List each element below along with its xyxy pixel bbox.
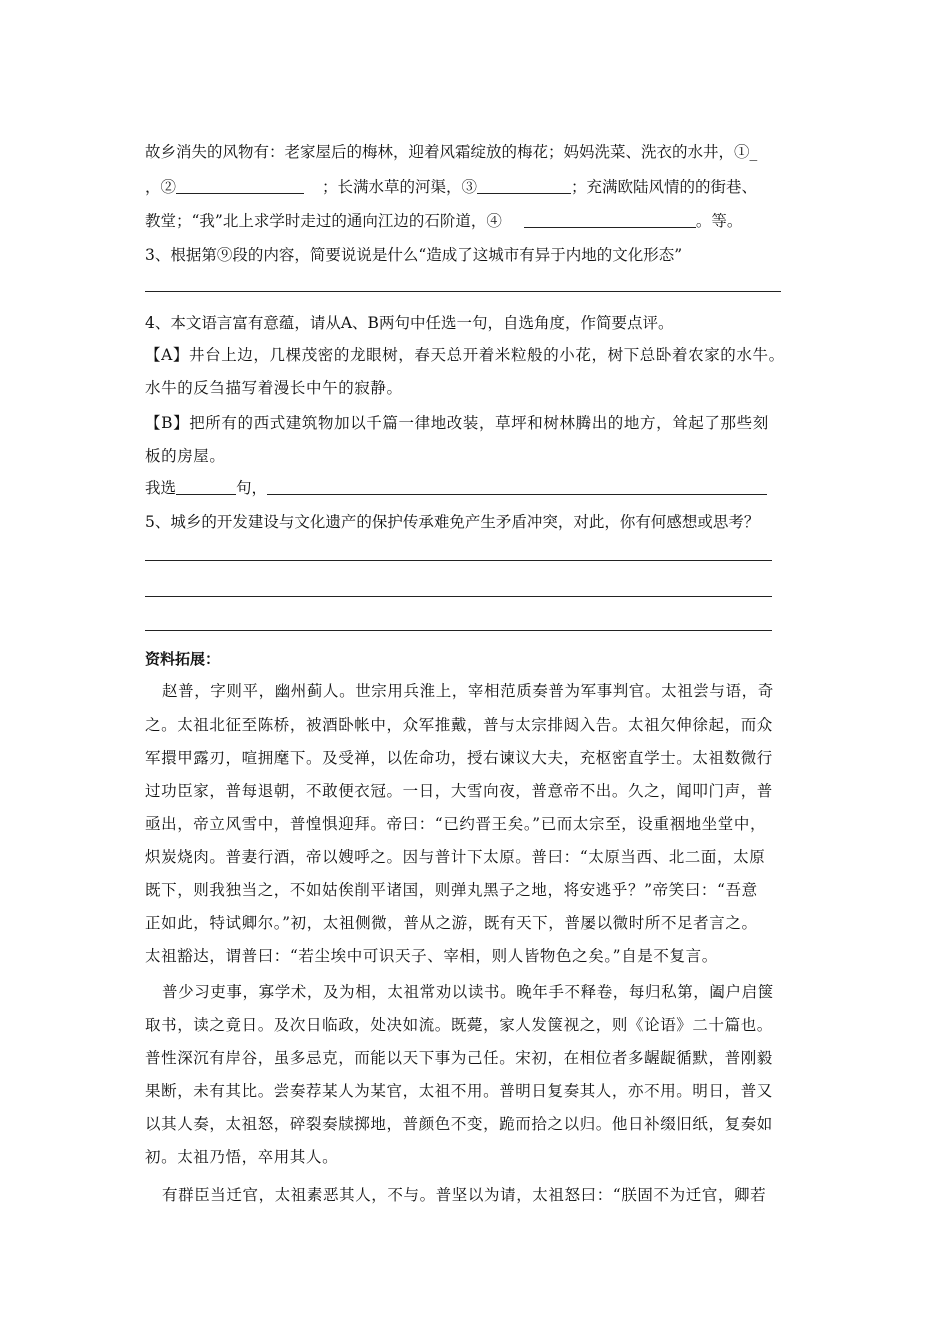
question-3: 3、根据第⑨段的内容，简要说说是什么“造成了这城市有异于内地的文化形态”	[145, 246, 683, 264]
answer-blank-3[interactable]	[477, 177, 571, 194]
comment-blank[interactable]	[267, 478, 767, 495]
answer-blank-4[interactable]	[524, 211, 696, 228]
q2-line-3: 教堂；“我”北上求学时走过的通向江边的石阶道，④ 。等。	[145, 212, 743, 230]
answer-line-q5-1[interactable]	[145, 560, 772, 561]
classical-text-line: 取书，读之竟日。及次日临政，处决如流。既薨，家人发箧视之，则《论语》二十篇也。	[145, 1016, 773, 1034]
sentence-a-line-2: 水牛的反刍描写着漫长中午的寂静。	[145, 379, 403, 397]
answer-line-q5-2[interactable]	[145, 596, 772, 597]
answer-blank-2[interactable]	[176, 177, 304, 194]
classical-text-line: 普少习吏事，寡学术，及为相，太祖常劝以读书。晚年手不释卷，每归私第，阖户启箧	[162, 983, 774, 1001]
extension-heading: 资料拓展：	[145, 650, 221, 668]
classical-text-line: 亟出，帝立风雪中，普惶惧迎拜。帝曰：“已约晋王矣。”已而太宗至，设重裀地坐堂中，	[145, 815, 767, 833]
classical-text-line: 赵普，字则平，幽州蓟人。世宗用兵淮上，宰相范质奏普为军事判官。太祖尝与语，奇	[162, 682, 774, 700]
classical-text-line: 有群臣当迁官，太祖素恶其人，不与。普坚以为请，太祖怒曰：“朕固不为迁官，卿若	[162, 1186, 767, 1204]
classical-text-line: 正如此，特试卿尔。”初，太祖侧微，普从之游，既有天下，普屡以微时所不足者言之。	[145, 914, 758, 932]
q2-line-2: ，② ；长满水草的河渠，③ ；充满欧陆风情的的街巷、	[145, 178, 758, 196]
choice-blank[interactable]	[176, 478, 236, 495]
classical-text-line: 初。太祖乃悟，卒用其人。	[145, 1148, 339, 1166]
classical-text-line: 军擐甲露刃，喧拥麾下。及受禅，以佐命功，授右谏议大夫，充枢密直学士。太祖数微行	[145, 749, 773, 767]
classical-text-line: 既下，则我独当之，不如姑俟削平诸国，则弹丸黑子之地，将安逃乎？”帝笑曰：“吾意	[145, 881, 758, 899]
answer-line-q3[interactable]	[145, 291, 781, 292]
choice-line: 我选 句，	[145, 477, 767, 499]
question-5: 5、城乡的开发建设与文化遗产的保护传承难免产生矛盾冲突，对此，你有何感想或思考？	[145, 513, 760, 531]
sentence-b-line-2: 板的房屋。	[145, 447, 226, 465]
q2-line-1: 故乡消失的风物有：老家屋后的梅林，迎着风霜绽放的梅花；妈妈洗菜、洗衣的水井，①_	[145, 143, 758, 161]
classical-text-line: 果断，未有其比。尝奏荐某人为某官，太祖不用。普明日复奏其人，亦不用。明日，普又	[145, 1082, 773, 1100]
answer-line-q5-3[interactable]	[145, 630, 772, 631]
classical-text-line: 炽炭烧肉。普妻行酒，帝以嫂呼之。因与普计下太原。普曰：“太原当西、北二面，太原	[145, 848, 766, 866]
sentence-b-line-1: 【B】把所有的西式建筑物加以千篇一律地改装，草坪和树林腾出的地方，耸起了那些刻	[145, 414, 769, 432]
sentence-a-line-1: 【A】井台上边，几棵茂密的龙眼树，春天总开着米粒般的小花，树下总卧着农家的水牛。	[145, 346, 785, 364]
classical-text-line: 太祖豁达，谓普曰：“若尘埃中可识天子、宰相，则人皆物色之矣。”自是不复言。	[145, 947, 718, 965]
classical-text-line: 以其人奏，太祖怒，碎裂奏牍掷地，普颜色不变，跪而拾之以归。他日补缀旧纸，复奏如	[145, 1115, 773, 1133]
classical-text-line: 过功臣家，普每退朝，不敢便衣冠。一日，大雪向夜，普意帝不出。久之，闻叩门声，普	[145, 782, 773, 800]
classical-text-line: 之。太祖北征至陈桥，被酒卧帐中，众军推戴，普与太宗排闼入告。太祖欠伸徐起，而众	[145, 716, 773, 734]
classical-text-line: 普性深沉有岸谷，虽多忌克，而能以天下事为己任。宋初，在相位者多龌龊循默，普刚毅	[145, 1049, 773, 1067]
question-4: 4、本文语言富有意蕴，请从A、B两句中任选一句，自选角度，作简要点评。	[145, 314, 674, 332]
